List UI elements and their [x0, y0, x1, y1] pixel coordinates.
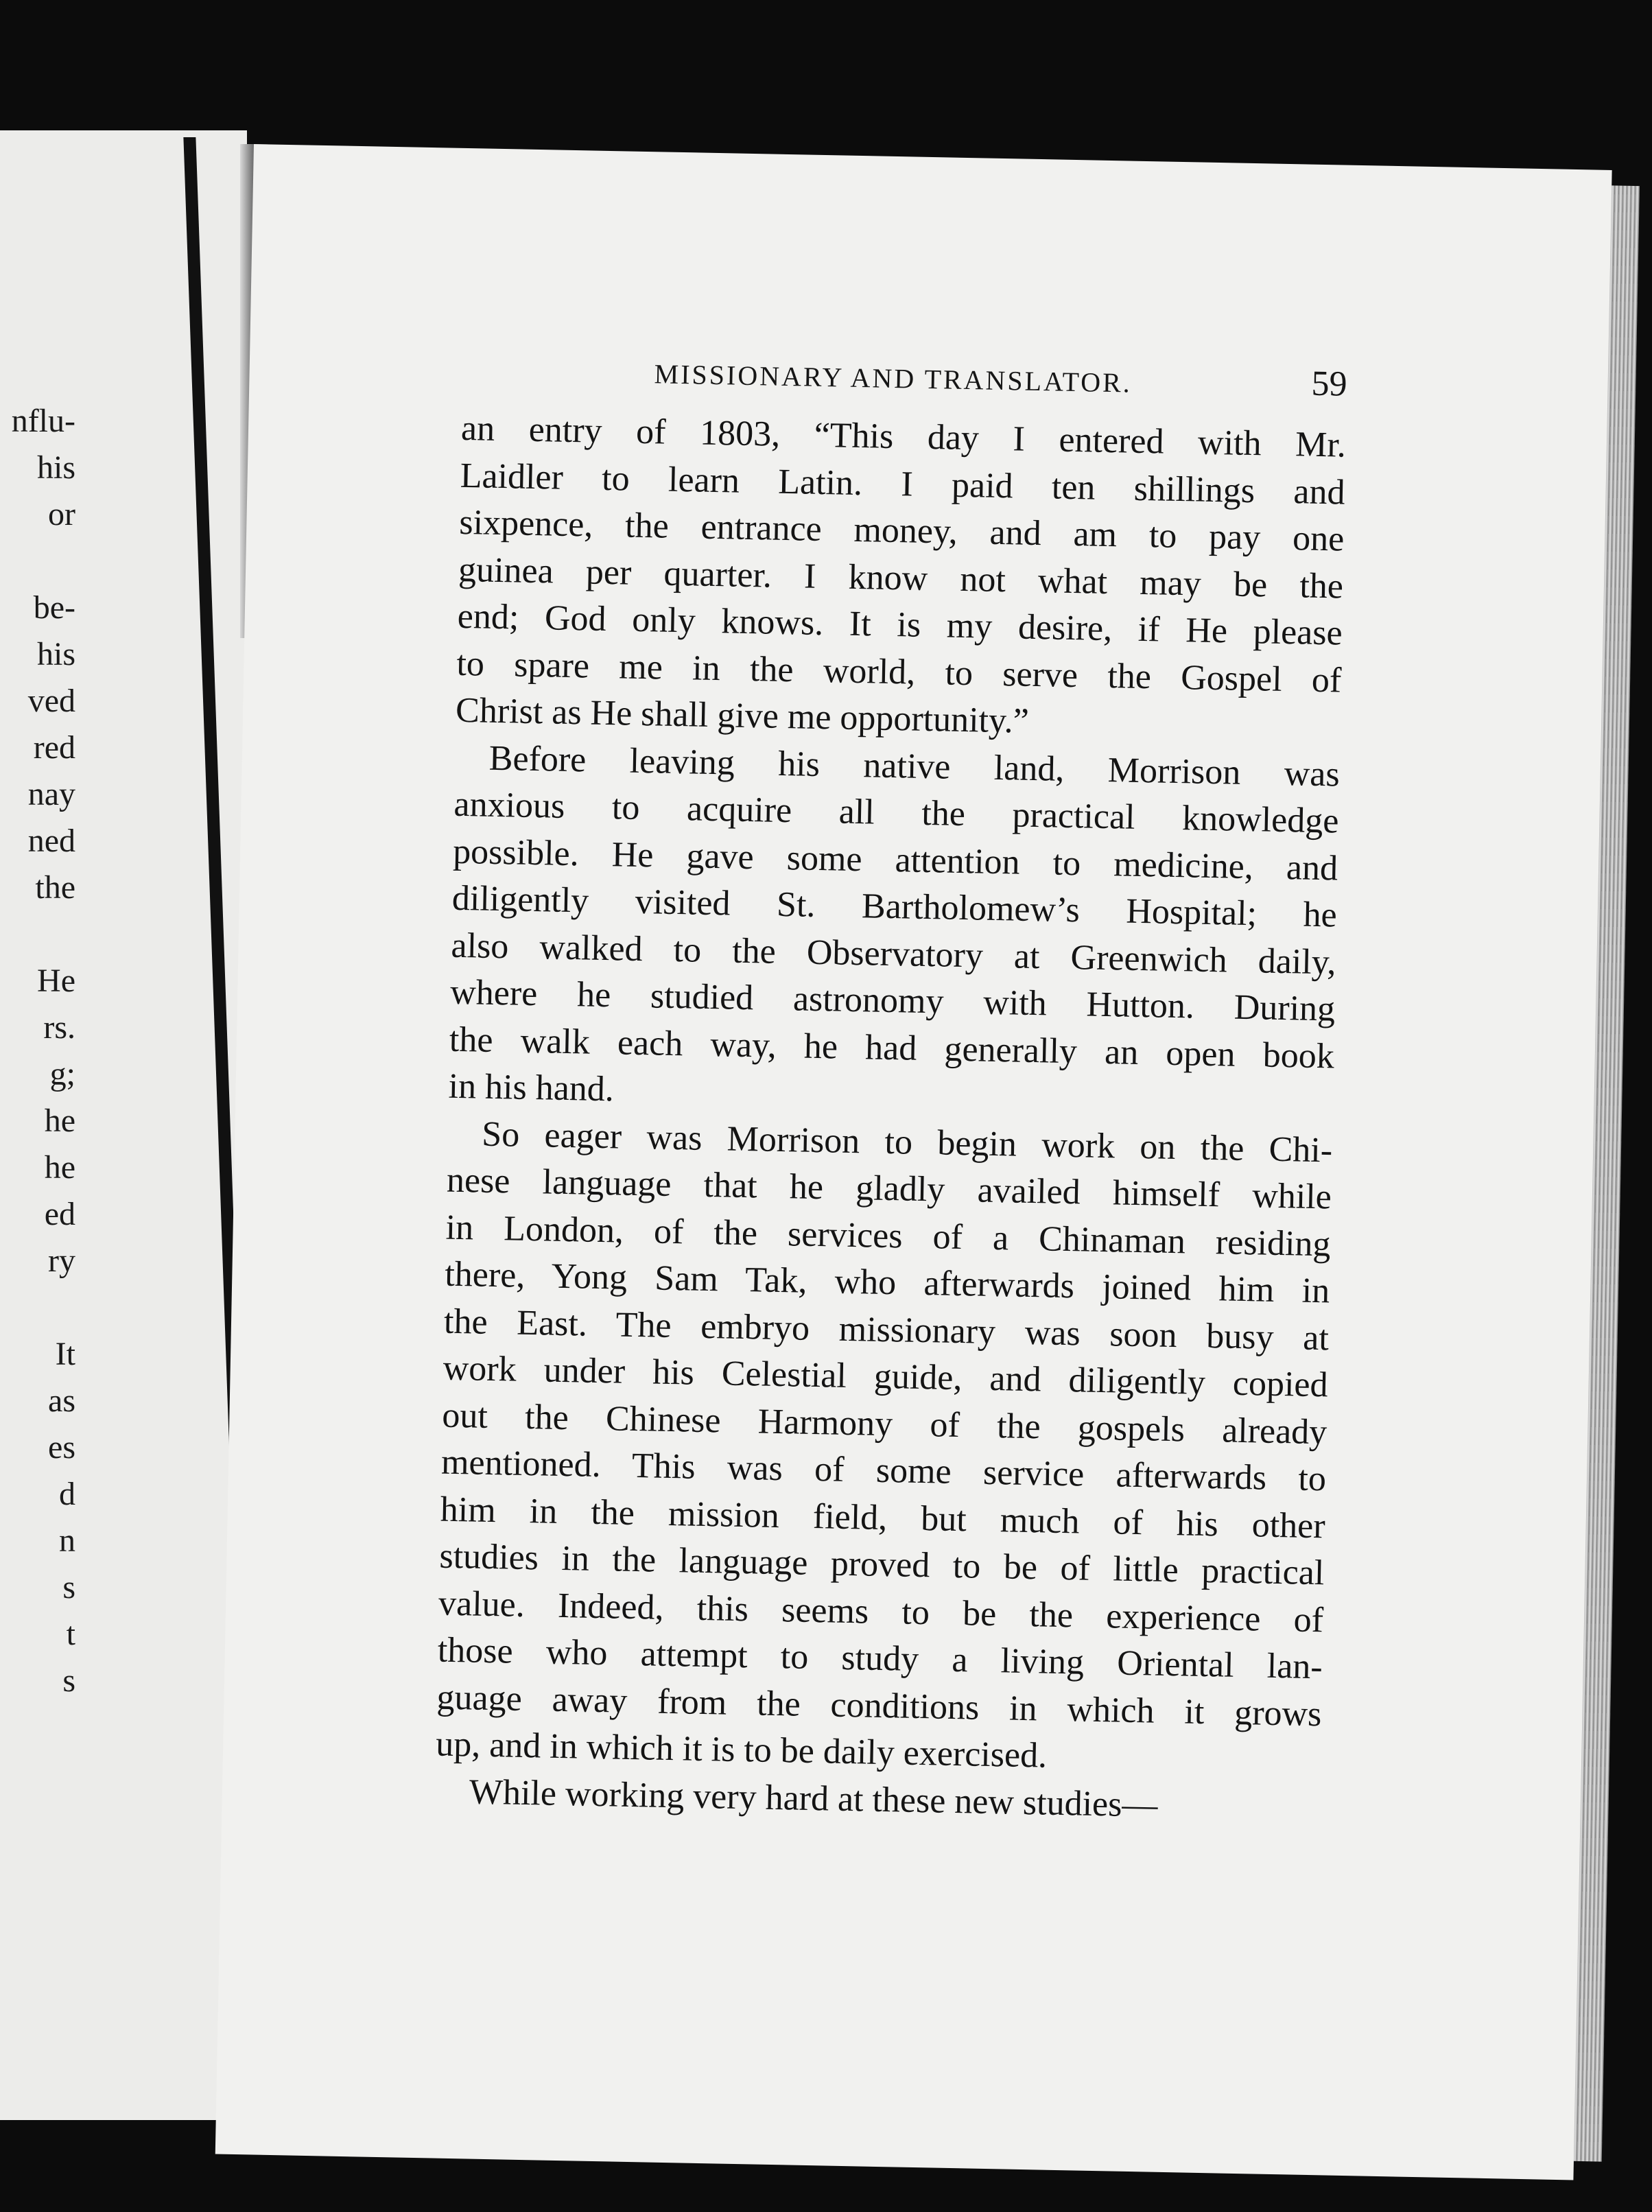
facing-page-fragment: red: [33, 729, 75, 766]
facing-page-fragment: n: [59, 1522, 75, 1559]
text-line: anxious to acquire all the practical knowledge: [453, 784, 1339, 841]
text-line: Laidler to learn Latin. I paid ten shillings and: [460, 456, 1346, 513]
text-line: in London, of the services of a Chinaman residing: [445, 1208, 1332, 1264]
text-line: those who attempt to study a living Oriental lan-: [437, 1630, 1323, 1687]
facing-page-fragment: ned: [27, 823, 75, 859]
text-line: to spare me in the world, to serve the Gospel of: [456, 644, 1342, 701]
facing-page-fragment: he: [44, 1103, 75, 1139]
text-line: possible. He gave some attention to medicine, and: [452, 832, 1338, 889]
facing-page-fragment: [0, 538, 75, 585]
text-line: Christ as He shall give me opportunity.”: [455, 690, 1030, 741]
facing-page-fragment: It: [55, 1336, 75, 1372]
text-line: Before leaving his native land, Morrison was: [488, 738, 1341, 795]
running-head: MISSIONARY AND TRANSLATOR.: [654, 358, 1133, 399]
facing-page-fragment: or: [48, 496, 75, 532]
text-line: sixpence, the entrance money, and am to pay one: [458, 502, 1345, 559]
facing-page: [0, 130, 247, 2120]
facing-page-fragment: es: [48, 1429, 75, 1466]
facing-page-fragment: ry: [48, 1243, 75, 1279]
facing-page-fragment: s: [62, 1569, 75, 1605]
facing-page-fragment: he: [44, 1149, 75, 1186]
text-line: where he studied astronomy with Hutton. During: [449, 972, 1336, 1029]
facing-page-fragment: He: [37, 963, 75, 999]
facing-page-fragment: ved: [27, 683, 75, 719]
facing-page-fragment: [0, 911, 75, 958]
text-line: there, Yong Sam Tak, who afterwards joined him in: [444, 1254, 1330, 1311]
text-line: mentioned. This was of some service afterwards to: [440, 1442, 1327, 1499]
text-line: him in the mission field, but much of his other: [440, 1490, 1326, 1546]
text-line: end; God only knows. It is my desire, if He please: [457, 596, 1343, 653]
text-line: also walked to the Observatory at Greenwich daily,: [451, 926, 1336, 982]
facing-page-text-fragments: [0, 398, 75, 1704]
facing-page-fragment: his: [36, 449, 75, 486]
facing-page-fragment: rs.: [43, 1009, 75, 1046]
facing-page-fragment: be-: [33, 589, 75, 626]
facing-page-fragment: g;: [49, 1056, 75, 1092]
text-line: nese language that he gladly availed himself while: [446, 1160, 1332, 1217]
facing-page-fragment: t: [66, 1616, 75, 1652]
text-line: While working very hard at these new studies—: [469, 1772, 1158, 1825]
text-line: value. Indeed, this seems to be the experience of: [438, 1584, 1324, 1640]
facing-page-fragment: ed: [44, 1196, 75, 1232]
text-line: the East. The embryo missionary was soon busy at: [443, 1302, 1330, 1358]
facing-page-fragment: his: [36, 636, 75, 672]
page-number: 59: [1311, 364, 1348, 404]
text-line: diligently visited St. Bartholomew’s Hospital; he: [451, 878, 1338, 935]
facing-page-fragment: the: [35, 869, 75, 906]
facing-page-fragment: [0, 1284, 75, 1331]
text-line: guage away from the conditions in which it grows: [436, 1678, 1322, 1734]
facing-page-fragment: nay: [27, 776, 75, 812]
text-line: out the Chinese Harmony of the gospels already: [441, 1396, 1328, 1452]
text-line: up, and in which it is to be daily exercised.: [435, 1724, 1048, 1776]
text-line: studies in the language proved to be of little practical: [438, 1536, 1325, 1593]
facing-page-fragment: s: [62, 1662, 75, 1699]
facing-page-fragment: nflu-: [11, 403, 75, 439]
body-text: [434, 405, 1346, 1832]
book-page: [215, 144, 1612, 2180]
text-line: the walk each way, he had generally an open book: [449, 1020, 1335, 1076]
text-line: So eager was Morrison to begin work on the Chi-: [481, 1114, 1333, 1170]
text-line: an entry of 1803, “This day I entered with Mr.: [460, 408, 1347, 465]
facing-page-fragment: as: [48, 1382, 75, 1419]
facing-page-fragment: d: [59, 1476, 75, 1512]
text-line: guinea per quarter. I know not what may be the: [458, 550, 1344, 607]
text-line: work under his Celestial guide, and diligently copied: [442, 1348, 1329, 1405]
text-line: in his hand.: [448, 1066, 615, 1109]
